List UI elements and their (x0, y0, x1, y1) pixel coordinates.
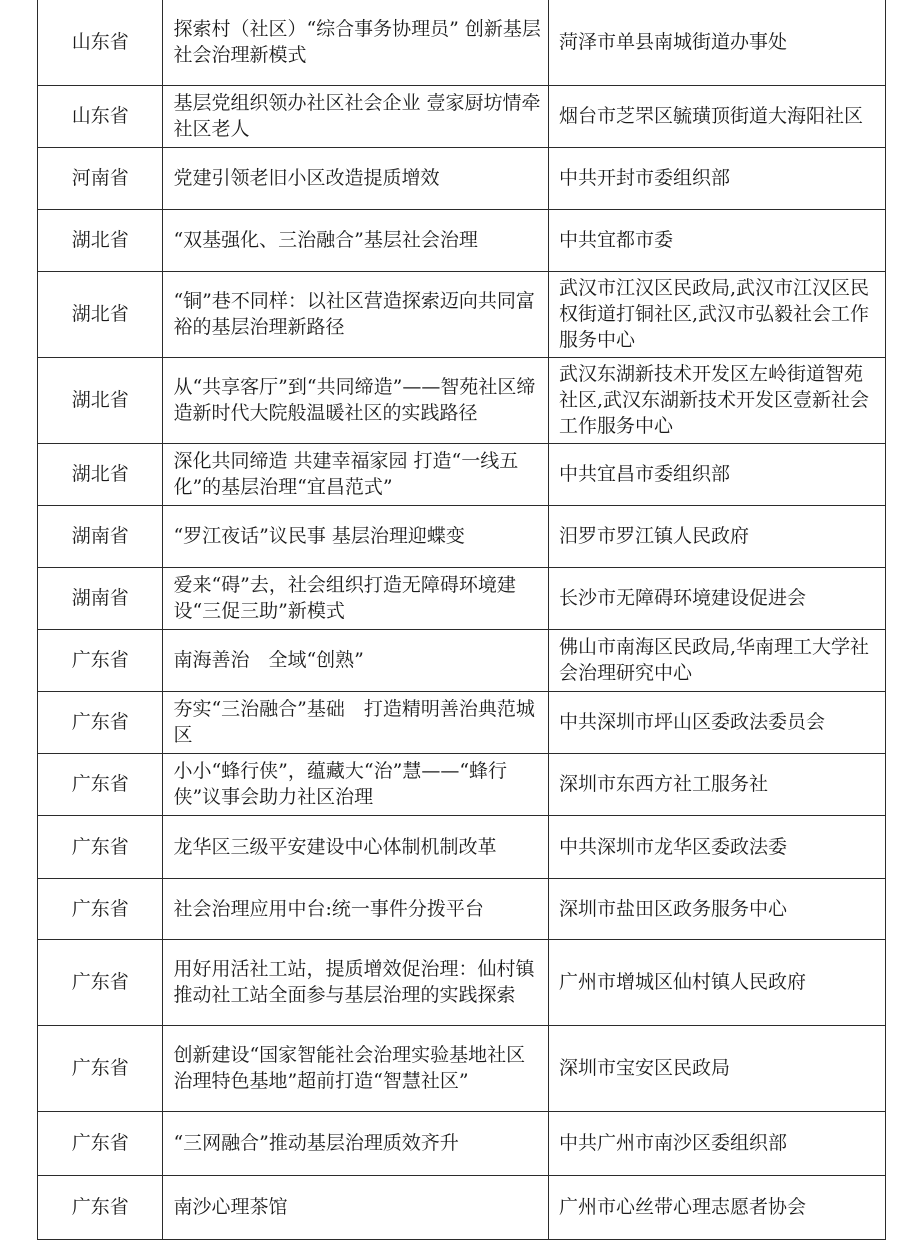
organization-cell: 深圳市东西方社工服务社 (549, 753, 886, 815)
table-row (38, 939, 886, 1025)
province-cell: 湖北省 (38, 271, 163, 357)
table-row (38, 878, 886, 939)
organization-cell: 武汉东湖新技术开发区左岭街道智苑社区,武汉东湖新技术开发区壹新社会工作服务中心 (549, 357, 886, 443)
case-title-cell: 龙华区三级平安建设中心体制机制改革 (163, 815, 549, 878)
case-title-cell: 探索村（社区）“综合事务协理员” 创新基层社会治理新模式 (163, 0, 549, 85)
case-title-cell: “罗江夜话”议民事 基层治理迎蝶变 (163, 505, 549, 567)
table-row (38, 85, 886, 147)
province-cell: 广东省 (38, 691, 163, 753)
case-title-cell: “双基强化、三治融合”基层社会治理 (163, 209, 549, 271)
organization-cell: 中共广州市南沙区委组织部 (549, 1111, 886, 1175)
province-cell: 广东省 (38, 878, 163, 939)
table-row (38, 629, 886, 691)
case-title-cell: “铜”巷不同样：以社区营造探索迈向共同富裕的基层治理新路径 (163, 271, 549, 357)
province-cell: 山东省 (38, 85, 163, 147)
organization-cell: 深圳市宝安区民政局 (549, 1025, 886, 1111)
province-cell: 河南省 (38, 147, 163, 209)
case-title-cell: 创新建设“国家智能社会治理实验基地社区治理特色基地”超前打造“智慧社区” (163, 1025, 549, 1111)
province-cell: 山东省 (38, 0, 163, 85)
table-row (38, 0, 886, 85)
organization-cell: 中共深圳市龙华区委政法委 (549, 815, 886, 878)
case-title-cell: 爱来“碍”去，社会组织打造无障碍环境建设“三促三助”新模式 (163, 567, 549, 629)
organization-cell: 中共深圳市坪山区委政法委员会 (549, 691, 886, 753)
table-row (38, 691, 886, 753)
table-row (38, 209, 886, 271)
table-row (38, 357, 886, 443)
province-cell: 广东省 (38, 939, 163, 1025)
case-title-cell: 社会治理应用中台:统一事件分拨平台 (163, 878, 549, 939)
province-cell: 湖北省 (38, 357, 163, 443)
organization-cell: 汨罗市罗江镇人民政府 (549, 505, 886, 567)
table-row (38, 443, 886, 505)
table-row (38, 753, 886, 815)
organization-cell: 菏泽市单县南城街道办事处 (549, 0, 886, 85)
organization-cell: 中共宜昌市委组织部 (549, 443, 886, 505)
organization-cell: 烟台市芝罘区毓璜顶街道大海阳社区 (549, 85, 886, 147)
province-cell: 广东省 (38, 1111, 163, 1175)
organization-cell: 广州市心丝带心理志愿者协会 (549, 1175, 886, 1239)
province-cell: 广东省 (38, 1175, 163, 1239)
table-row (38, 1111, 886, 1175)
organization-cell: 佛山市南海区民政局,华南理工大学社会治理研究中心 (549, 629, 886, 691)
province-cell: 广东省 (38, 815, 163, 878)
cases-table (37, 0, 886, 1240)
organization-cell: 深圳市盐田区政务服务中心 (549, 878, 886, 939)
province-cell: 湖北省 (38, 443, 163, 505)
case-title-cell: 从“共享客厅”到“共同缔造”——智苑社区缔造新时代大院般温暖社区的实践路径 (163, 357, 549, 443)
table-row (38, 147, 886, 209)
province-cell: 湖北省 (38, 209, 163, 271)
organization-cell: 广州市增城区仙村镇人民政府 (549, 939, 886, 1025)
table-row (38, 815, 886, 878)
case-title-cell: “三网融合”推动基层治理质效齐升 (163, 1111, 549, 1175)
table-row (38, 1175, 886, 1239)
province-cell: 广东省 (38, 1025, 163, 1111)
organization-cell: 中共宜都市委 (549, 209, 886, 271)
province-cell: 广东省 (38, 629, 163, 691)
table-row (38, 505, 886, 567)
case-title-cell: 用好用活社工站，提质增效促治理：仙村镇推动社工站全面参与基层治理的实践探索 (163, 939, 549, 1025)
province-cell: 广东省 (38, 753, 163, 815)
case-title-cell: 基层党组织领办社区社会企业 壹家厨坊情牵社区老人 (163, 85, 549, 147)
province-cell: 湖南省 (38, 567, 163, 629)
table-row (38, 271, 886, 357)
case-title-cell: 党建引领老旧小区改造提质增效 (163, 147, 549, 209)
organization-cell: 长沙市无障碍环境建设促进会 (549, 567, 886, 629)
table-row (38, 1025, 886, 1111)
case-title-cell: 深化共同缔造 共建幸福家园 打造“一线五化”的基层治理“宜昌范式” (163, 443, 549, 505)
table-row (38, 567, 886, 629)
case-title-cell: 夯实“三治融合”基础 打造精明善治典范城区 (163, 691, 549, 753)
province-cell: 湖南省 (38, 505, 163, 567)
organization-cell: 武汉市江汉区民政局,武汉市江汉区民权街道打铜社区,武汉市弘毅社会工作服务中心 (549, 271, 886, 357)
organization-cell: 中共开封市委组织部 (549, 147, 886, 209)
case-title-cell: 南沙心理茶馆 (163, 1175, 549, 1239)
case-title-cell: 小小“蜂行侠”，蕴藏大“治”慧——“蜂行侠”议事会助力社区治理 (163, 753, 549, 815)
case-title-cell: 南海善治 全域“创熟” (163, 629, 549, 691)
